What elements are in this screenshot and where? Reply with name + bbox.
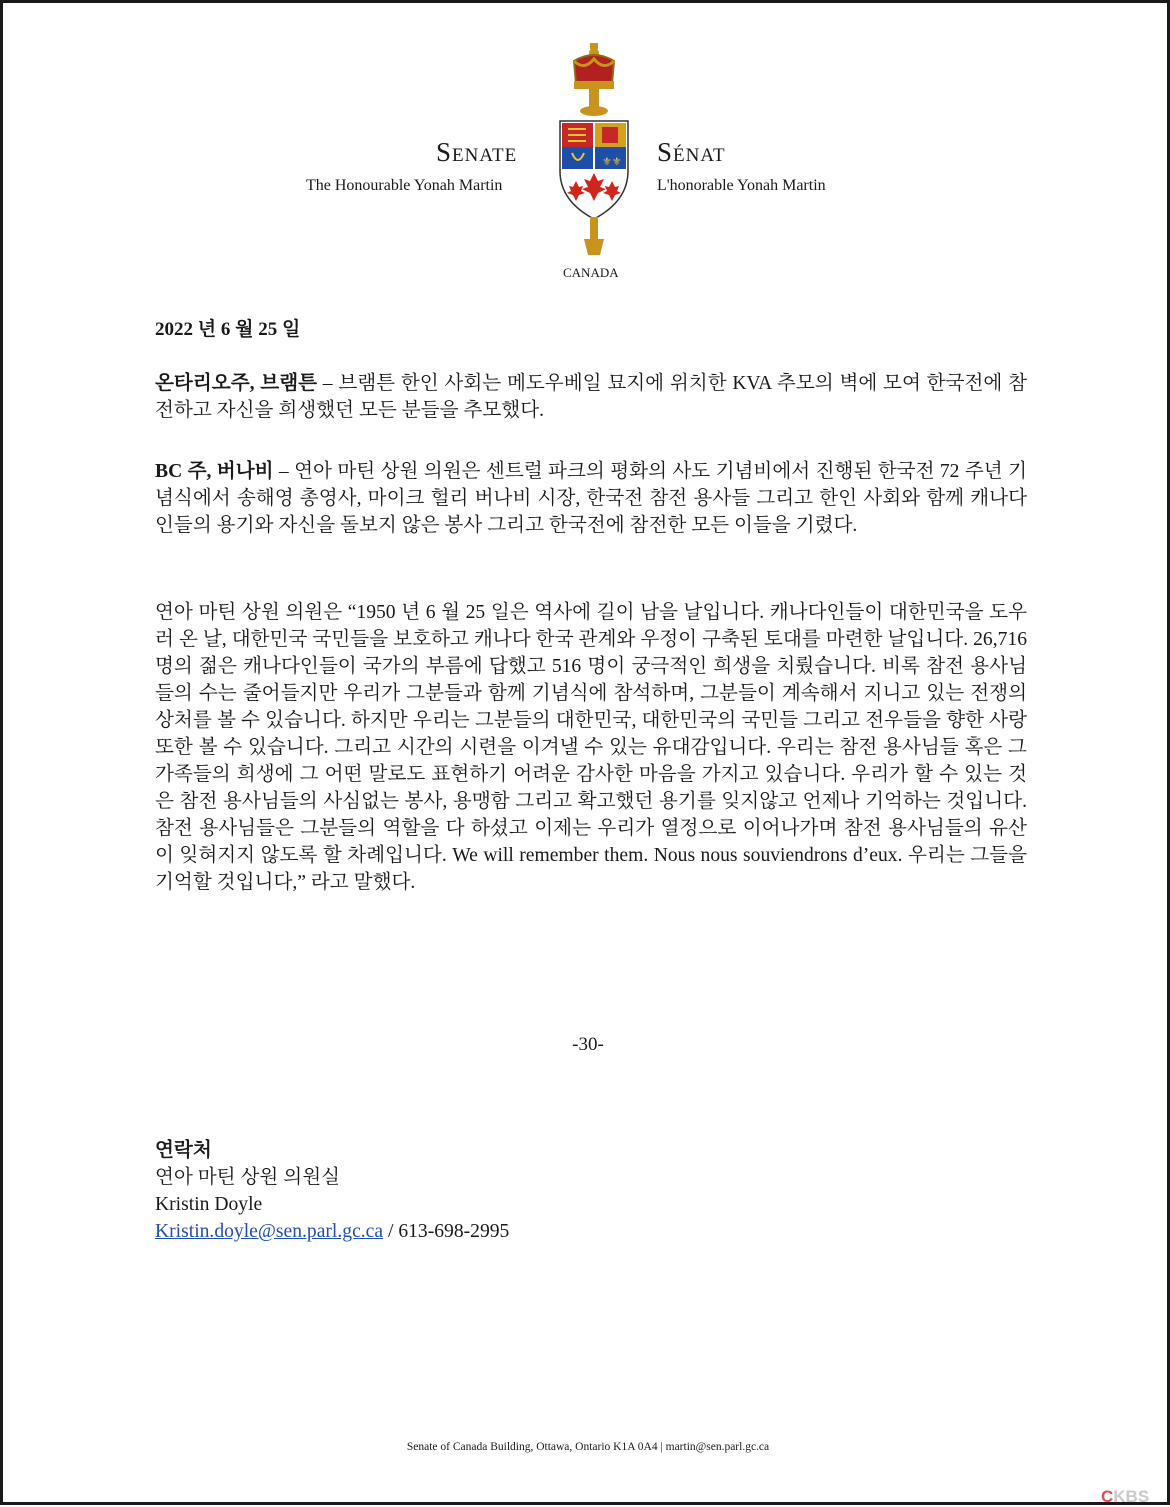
senate-title-en: Senate: [436, 137, 518, 167]
paragraph-burnaby: [155, 458, 1027, 539]
watermark-logo: CKBS: [1101, 1487, 1150, 1506]
dateline-brampton: 온타리오주, 브램튼: [155, 373, 318, 394]
paragraph-quote: 연아 마틴 상원 의원은 “1950 년 6 월 25 일은 역사에 길이 남을 날입니다. 캐나다인들이 대한민국을 도우러 온 날, 대한민국 국민들을 보호하고 캐나다 한국 관계와 우정이 구축된 토대를 마련한 날입니다. 26,716 명의 젊은 캐나다인들이 국가의 부름에 답했고 516 명이 궁극적인 희생을 치뤘습니다. 비록 참전 용사님들의 수는 줄어들지만 우리가 그분들과 함께 기념식에 참석하며, 그분들이 계속해서 지니고 있는 전쟁의 상처를 볼 수 있습니다. 하지만 우리는 그분들의 대한민국, 대한민국의 국민들 그리고 전우들을 향한 사랑 또한 볼 수 있습니다. 그리고 시간의 시련을 이겨낼 수 있는 유대감입니다. 우리는 참전 용사님들 혹은 그 가족들의 희생에 그 어떤 말로도 표현하기 어려운 감사한 마음을 가지고 있습니다. 우리가 할 수 있는 것은 참전 용사님들의 사심없는 봉사, 용맹함 그리고 확고했던 용기를 잊지않고 언제나 기억하는 것입니다. 참전 용사님들은 그분들의 역할을 다 하셨고 이제는 우리가 열정으로 이어나가며 참전 용사님들의 유산이 잊혀지지 않도록 할 차례입니다. We will remember them. Nous nous souviendrons d’eux. 우리는 그들을 기억할 것입니다,” 라고 말했다.: [155, 602, 1027, 893]
senate-coat-of-arms-icon: [554, 41, 634, 259]
contact-office: 연아 마틴 상원 의원실: [155, 1167, 341, 1188]
contact-phone: / 613-698-2995: [383, 1221, 510, 1242]
page-footer: Senate of Canada Building, Ottawa, Ontario K1A 0A4 | martin@sen.parl.gc.ca: [406, 1441, 770, 1453]
paragraph-text: – 연아 마틴 상원 의원은 센트럴 파크의 평화의 사도 기념비에서 진행된 한국전 72 주년 기념식에서 송해영 총영사, 마이크 헐리 버나비 시장, 한국전 참전 용사들 그리고 한인 사회와 함께 캐나다인들의 용기와 자신을 돌보지 않은 봉사 그리고 한국전에 참전한 모든 이들을 기렸다.: [155, 461, 1027, 536]
honourable-name-en: The Honourable Yonah Martin: [306, 177, 503, 194]
country-label: CANADA: [563, 265, 619, 280]
honourable-name-fr: L'honorable Yonah Martin: [657, 177, 826, 194]
contact-block: [155, 1137, 1027, 1245]
end-mark: -30-: [572, 1034, 604, 1055]
paragraph-brampton: [155, 370, 1027, 424]
release-date: 2022 년 6 월 25 일: [155, 319, 301, 340]
paragraph-text: – 브램튼 한인 사회는 메도우베일 묘지에 위치한 KVA 추모의 벽에 모여 한국전에 참전하고 자신을 희생했던 모든 분들을 추모했다.: [155, 373, 1028, 421]
senate-title-fr: Sénat: [657, 137, 726, 167]
contact-email-link[interactable]: Kristin.doyle@sen.parl.gc.ca: [155, 1221, 384, 1242]
contact-name: Kristin Doyle: [155, 1194, 263, 1215]
contact-label: 연락처: [155, 1140, 212, 1161]
contact-email-line: [155, 1218, 1027, 1245]
svg-text:⚜⚜: ⚜⚜: [602, 155, 622, 168]
crown-icon: [574, 43, 614, 89]
dateline-burnaby: BC 주, 버나비: [155, 461, 274, 482]
